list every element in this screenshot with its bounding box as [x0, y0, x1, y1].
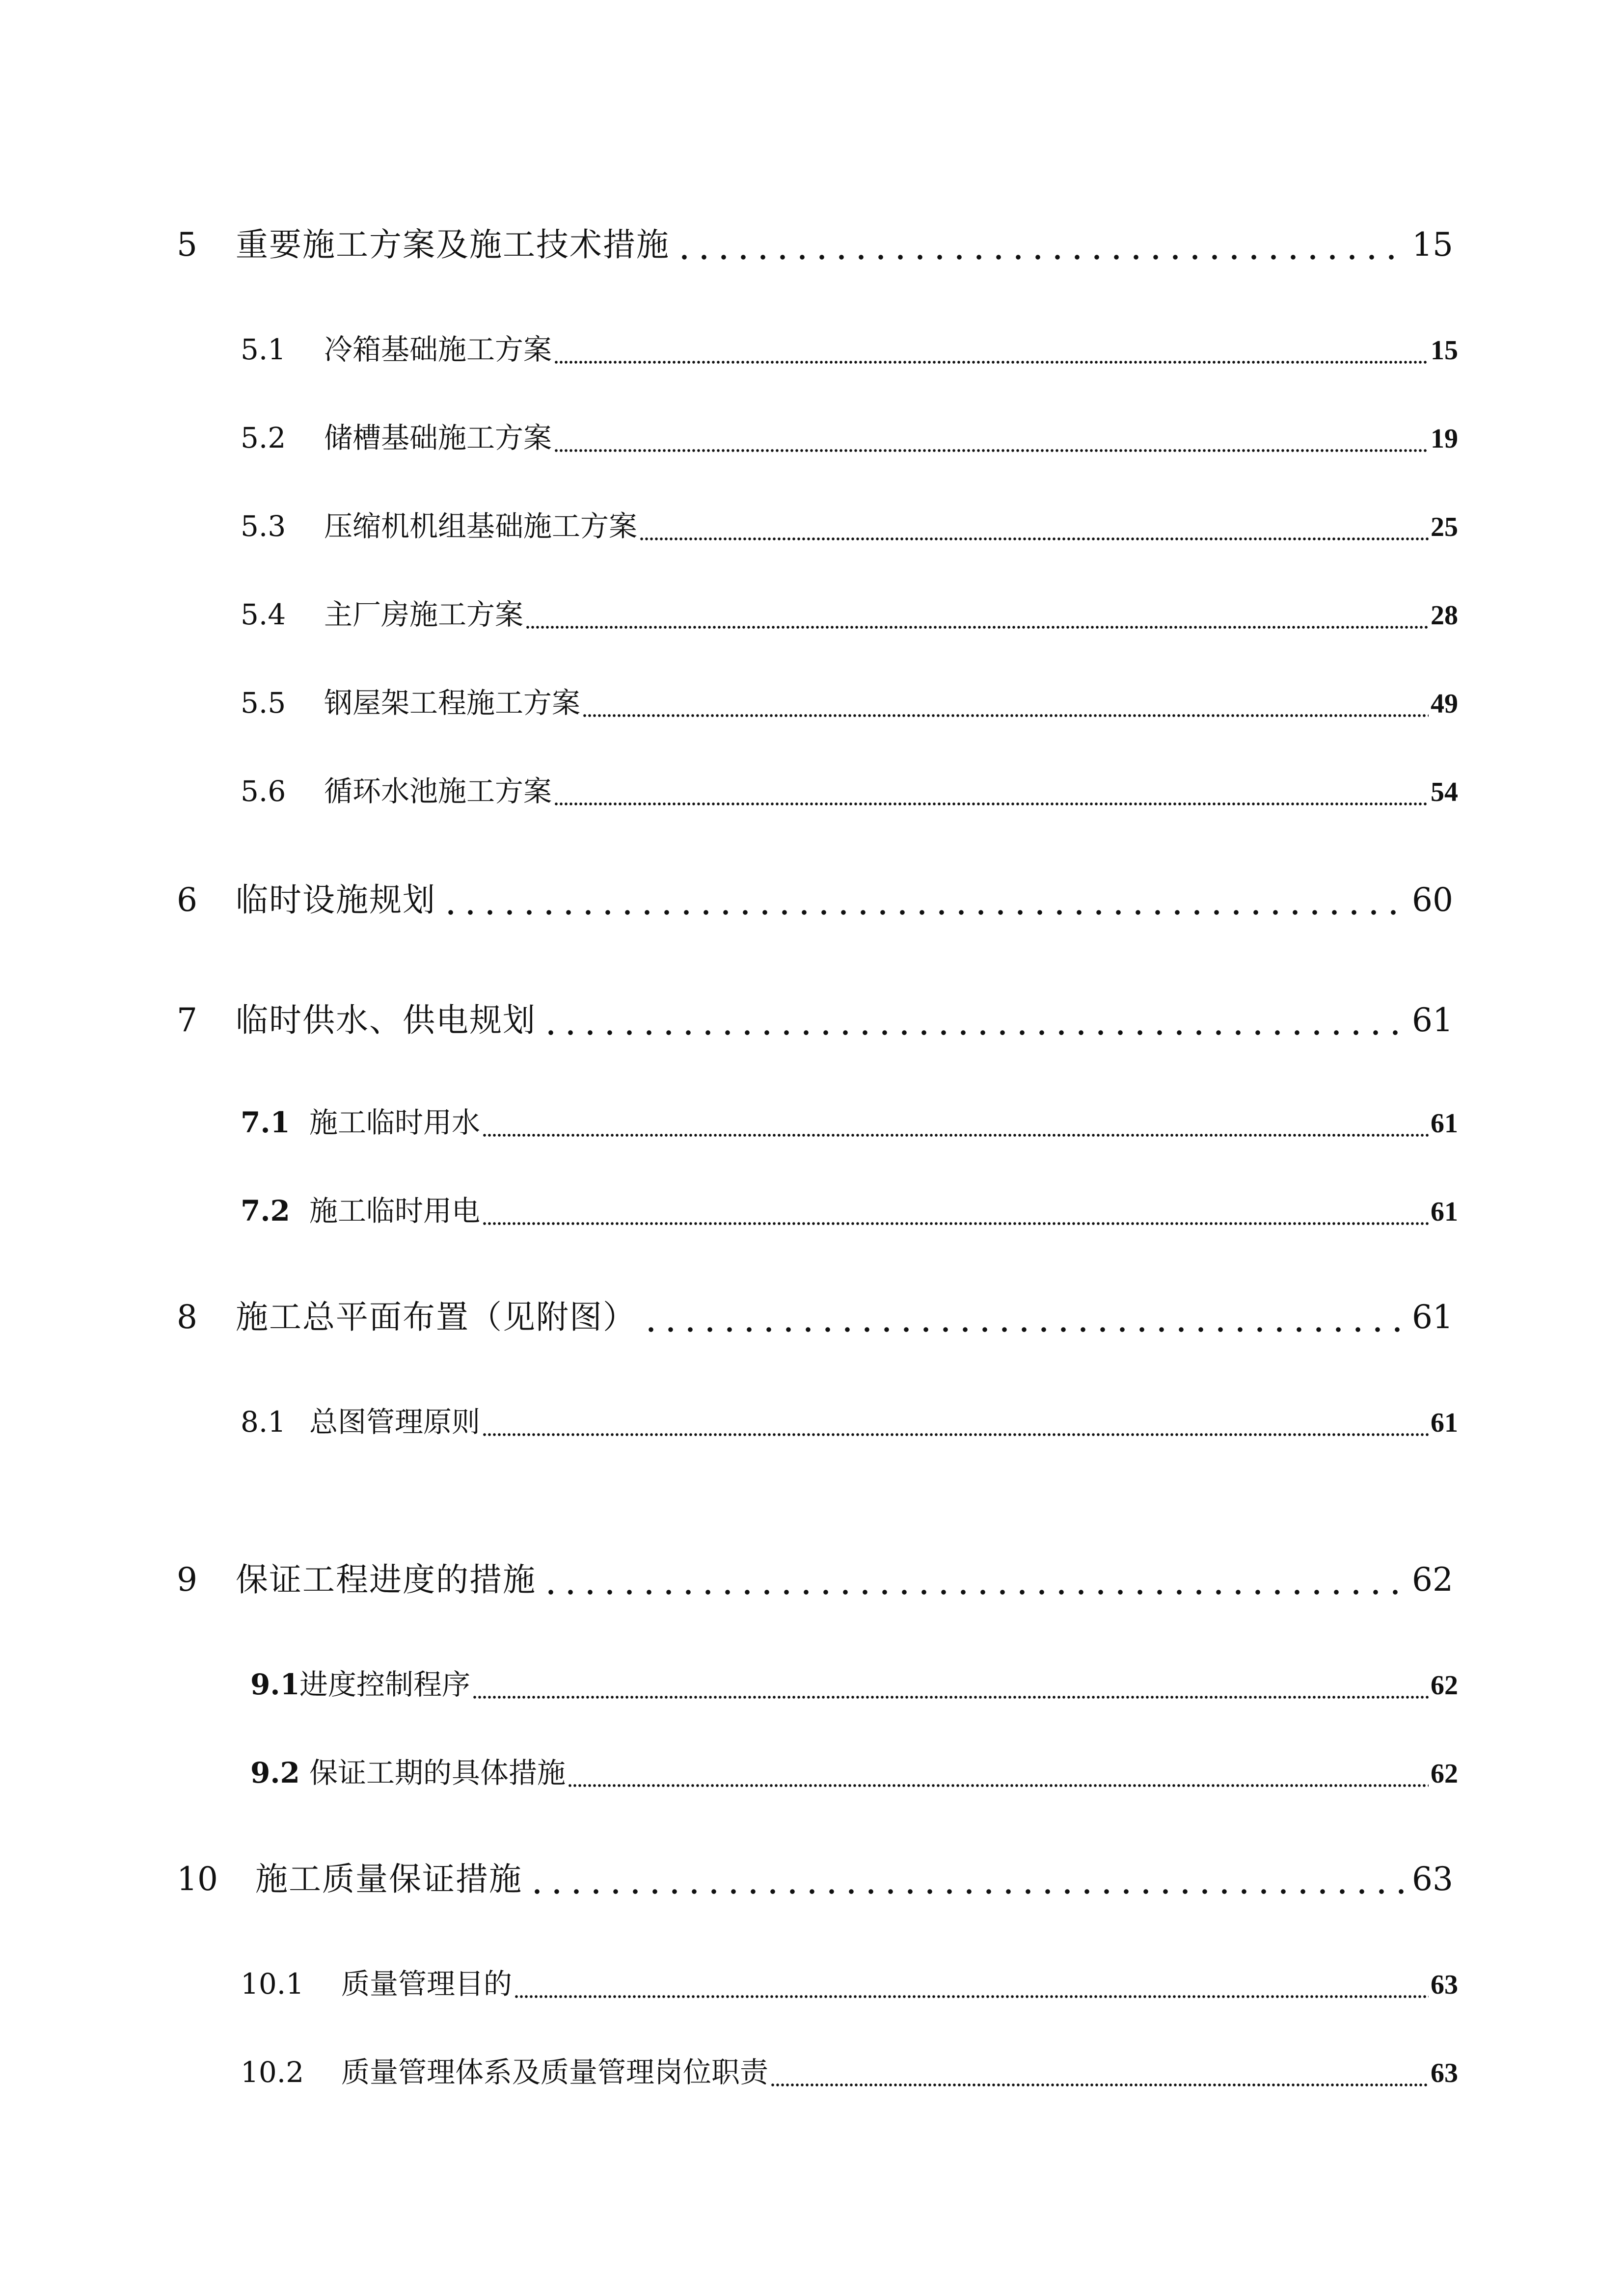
toc-title: 质量管理体系及质量管理岗位职责 [341, 2056, 769, 2089]
toc-entry-5-4[interactable] [241, 591, 1458, 633]
toc-entry-10-1[interactable] [241, 1961, 1458, 2002]
toc-number: 8.1 [241, 1405, 286, 1439]
dot-leader [527, 1888, 1407, 1896]
toc-number: 5.4 [241, 598, 286, 631]
toc-number: 7.2 [241, 1194, 290, 1228]
toc-number: 8 [177, 1298, 197, 1336]
toc-title: 施工临时用水 [309, 1106, 481, 1139]
toc-page-number: 25 [1431, 512, 1458, 542]
toc-title: 临时供水、供电规划 [236, 1001, 536, 1039]
dot-leader [482, 1432, 1429, 1437]
toc-page-number: 63 [1412, 1860, 1453, 1898]
dot-leader [582, 713, 1429, 718]
toc-title: 总图管理原则 [309, 1405, 481, 1439]
dot-leader [541, 1029, 1407, 1037]
toc-title: 施工临时用电 [309, 1194, 481, 1228]
toc-number: 10.2 [241, 2056, 304, 2089]
toc-number: 9 [177, 1561, 197, 1599]
toc-title: 进度控制程序 [299, 1668, 471, 1701]
toc-entry-5-1[interactable] [241, 326, 1458, 368]
dot-leader [641, 1326, 1407, 1334]
toc-page-number: 61 [1412, 1001, 1453, 1039]
toc-entry-5-2[interactable] [241, 415, 1458, 456]
toc-page-number: 61 [1431, 1197, 1458, 1227]
dot-leader [541, 1588, 1407, 1596]
toc-number: 10.1 [241, 1967, 304, 2001]
toc-number: 7.1 [241, 1106, 290, 1139]
toc-title: 施工总平面布置（见附图） [236, 1298, 636, 1336]
dot-leader [639, 536, 1429, 541]
dot-leader [554, 801, 1429, 806]
toc-entry-5[interactable] [177, 218, 1453, 265]
toc-page-number: 61 [1431, 1108, 1458, 1139]
toc-number: 6 [177, 881, 197, 919]
toc-number: 5.1 [241, 333, 286, 366]
toc-title: 钢屋架工程施工方案 [324, 686, 581, 720]
toc-page-number: 63 [1431, 2058, 1458, 2088]
toc-number: 5 [177, 226, 197, 264]
toc-page-number: 62 [1412, 1561, 1453, 1599]
toc-entry-7[interactable] [177, 994, 1453, 1041]
toc-page-number: 15 [1431, 335, 1458, 366]
toc-page-number: 15 [1412, 226, 1453, 264]
dot-leader [525, 625, 1429, 630]
toc-number: 5.6 [241, 774, 286, 808]
toc-number: 10 [177, 1860, 218, 1898]
toc-page-number: 60 [1412, 881, 1453, 919]
toc-number: 5.2 [241, 421, 286, 454]
toc-number: 5.5 [241, 686, 286, 720]
toc-title: 保证工期的具体措施 [309, 1756, 566, 1789]
toc-entry-9-2[interactable] [250, 1750, 1458, 1791]
toc-page-number: 19 [1431, 424, 1458, 454]
dot-leader [441, 908, 1407, 916]
toc-entry-8[interactable] [177, 1291, 1453, 1337]
toc-entry-7-1[interactable] [241, 1099, 1458, 1141]
toc-page-number: 62 [1431, 1670, 1458, 1701]
toc-page-number: 61 [1431, 1408, 1458, 1438]
toc-page-number: 61 [1412, 1298, 1453, 1336]
dot-leader [770, 2082, 1429, 2087]
toc-number: 7 [177, 1001, 197, 1039]
toc-page-number: 63 [1431, 1970, 1458, 2000]
toc-number: 9.2 [250, 1756, 300, 1789]
toc-number: 9.1 [250, 1668, 300, 1701]
toc-entry-8-1[interactable] [241, 1399, 1458, 1440]
toc-title: 循环水池施工方案 [324, 774, 552, 808]
dot-leader [514, 1994, 1429, 1999]
dot-leader [568, 1783, 1429, 1788]
toc-title: 主厂房施工方案 [324, 598, 524, 631]
toc-entry-5-6[interactable] [241, 768, 1458, 809]
toc-title: 压缩机机组基础施工方案 [324, 509, 638, 543]
toc-number: 5.3 [241, 509, 286, 543]
toc-page-number: 28 [1431, 600, 1458, 631]
dot-leader [675, 253, 1407, 261]
toc-entry-9-1[interactable] [250, 1661, 1458, 1703]
dot-leader [482, 1133, 1429, 1138]
toc-entry-5-5[interactable] [241, 680, 1458, 721]
toc-title: 质量管理目的 [341, 1967, 513, 2001]
toc-entry-10-2[interactable] [241, 2049, 1458, 2090]
toc-title: 冷箱基础施工方案 [324, 333, 552, 366]
dot-leader [554, 360, 1429, 365]
toc-entry-6[interactable] [177, 874, 1453, 920]
toc-title: 临时设施规划 [236, 881, 436, 919]
toc-title: 储槽基础施工方案 [324, 421, 552, 454]
toc-page-number: 62 [1431, 1759, 1458, 1789]
toc-entry-5-3[interactable] [241, 503, 1458, 544]
toc-title: 施工质量保证措施 [255, 1860, 522, 1898]
dot-leader [554, 448, 1429, 453]
dot-leader [482, 1221, 1429, 1226]
toc-title: 保证工程进度的措施 [236, 1561, 536, 1599]
toc-entry-9[interactable] [177, 1553, 1453, 1600]
toc-title: 重要施工方案及施工技术措施 [236, 226, 670, 264]
dot-leader [472, 1695, 1429, 1700]
toc-page-number: 49 [1431, 689, 1458, 719]
toc-page-number: 54 [1431, 777, 1458, 807]
toc-entry-10[interactable] [177, 1853, 1453, 1899]
toc-entry-7-2[interactable] [241, 1188, 1458, 1229]
